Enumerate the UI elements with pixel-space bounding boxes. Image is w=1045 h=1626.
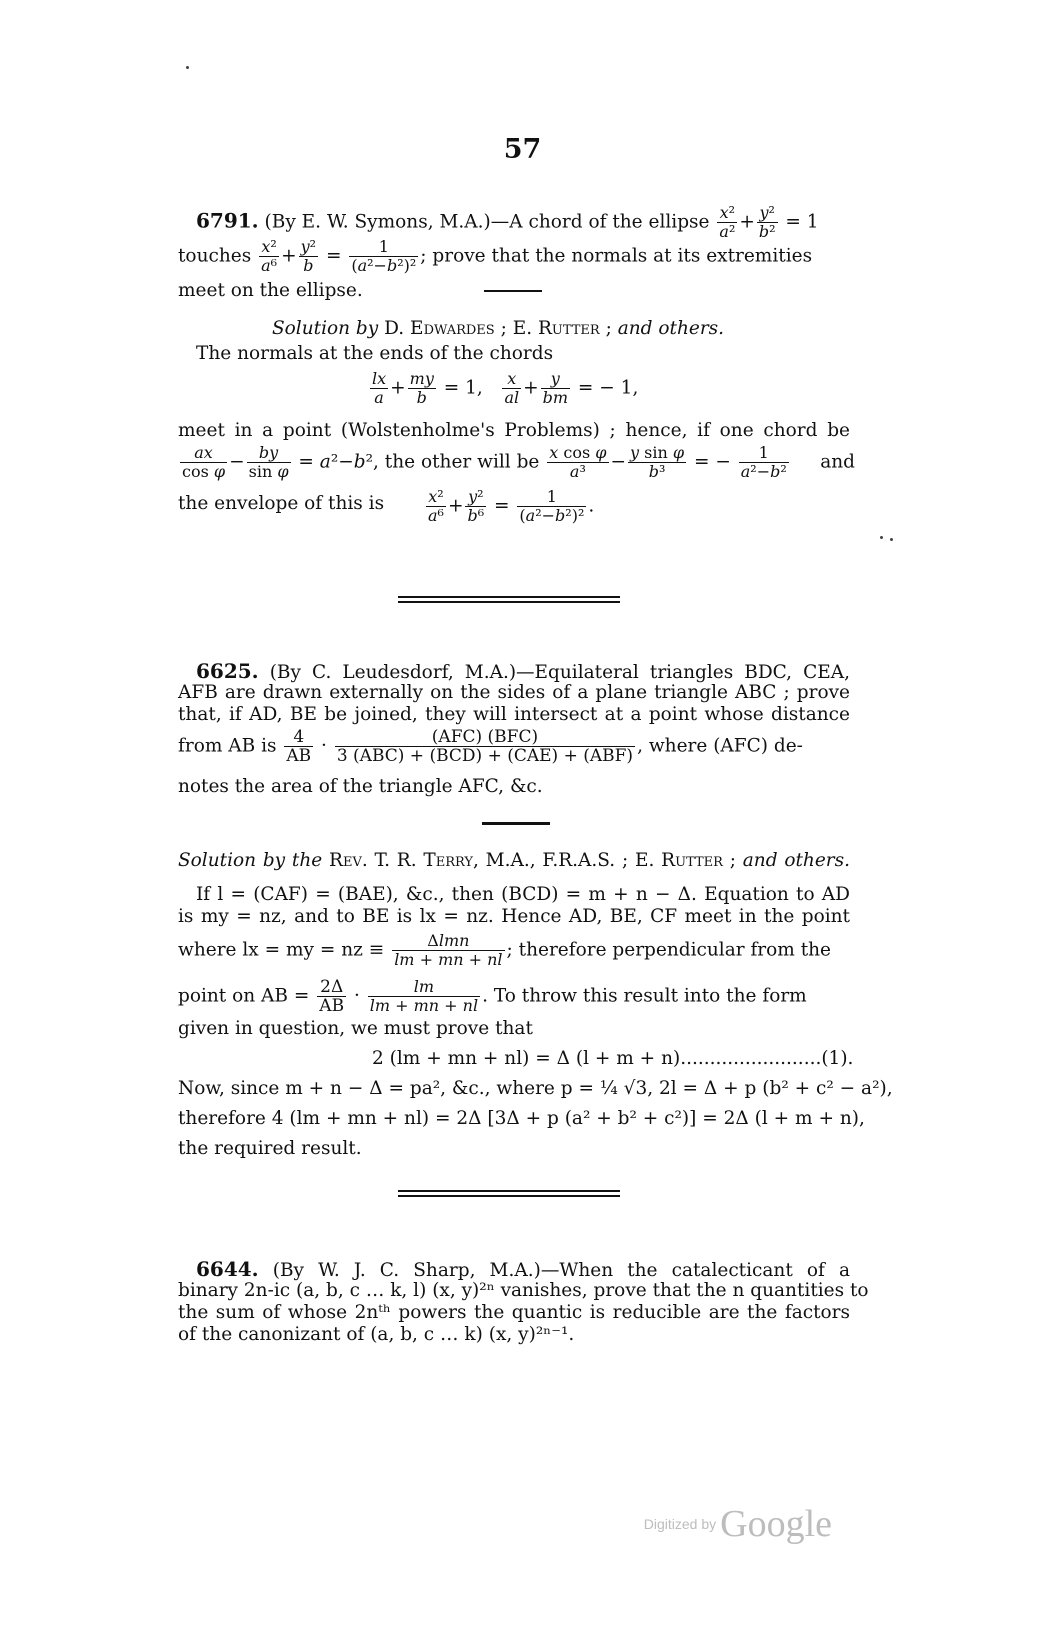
- problem-statement: meet on the ellipse.: [178, 280, 363, 301]
- problem-number: 6625.: [196, 659, 259, 683]
- solution-text: the other will be: [384, 451, 540, 473]
- problem-statement: AFB are drawn externally on the sides of a plane triangle ABC ; prove: [178, 682, 850, 703]
- solution-text: Now, since m + n − Δ = pa², &c., where p = ¼ √3, 2l = Δ + p (b² + c² − a²),: [178, 1078, 893, 1099]
- problem-number: 6791.: [196, 208, 259, 233]
- solution-line-3: where lx = my = nz ≡ $\frac{\text{Δlmn}}{lm + mn + nl}$ ; therefore perpendicular from the: [178, 931, 832, 969]
- solution-text: and: [820, 451, 855, 473]
- problem-statement: —Equilateral triangles BDC, CEA,: [516, 662, 850, 683]
- formula-fraction: $\frac{1}{\text{(a²−b²)²}}$: [351, 237, 417, 275]
- solution-text: the required result.: [178, 1138, 362, 1159]
- problem-statement: —A chord of the ellipse: [490, 211, 710, 233]
- problem-statement: of the canonizant of (a, b, c … k) (x, y)²ⁿ⁻¹.: [178, 1324, 575, 1345]
- problem-6625: [178, 659, 893, 1160]
- solution-text: . To throw this result into the form: [482, 985, 807, 1007]
- problem-6791-heading: 6791. (By E. W. Symons, M.A.)—A chord of the ellipse $\frac{\text{x²}}{\text{a²}}$ + $\frac{\text{y²}}{\text{b²}}$ = 1: [196, 203, 819, 241]
- formula-fraction: $\frac{\text{x²}}{\text{a²}}$: [719, 203, 736, 241]
- problem-statement: —When the catalecticant of a: [540, 1260, 850, 1281]
- solution-line-4: point on AB = $\frac{2\Delta}{AB}$ · $\frac{lm}{lm + mn + nl}$ . To throw this result into the form: [178, 977, 807, 1016]
- speck: [880, 536, 883, 539]
- formula-fraction: $\frac{\text{x²}}{\text{a⁶}}$: [261, 237, 278, 275]
- problem-6625-line-4: from AB is $\frac{4}{AB}$ · $\frac{\text{(AFC) (BFC)}}{\text{3 (ABC) + (BCD) + (CAE) + (ABF)}}$ , where (AFC) de-: [178, 727, 803, 766]
- solution-label: Solution by the: [178, 850, 323, 871]
- speck: [890, 538, 893, 541]
- solution-heading: [178, 850, 850, 872]
- solution-text: is my = nz, and to BE is lx = nz. Hence AD, BE, CF meet in the point: [178, 906, 850, 927]
- solution-text: If l = (CAF) = (BAE), &c., then (BCD) = m + n − Δ. Equation to AD: [196, 884, 850, 905]
- problem-statement: binary 2n-ic (a, b, c … k, l) (x, y)²ⁿ vanishes, prove that the n quantities to: [178, 1280, 869, 1301]
- problem-6625-heading: [196, 660, 850, 684]
- formula-chords: $\frac{lx}{a}$ + $\frac{my}{b}$ = 1, $\frac{x}{al}$ + $\frac{y}{bm}$ = − 1,: [372, 369, 639, 407]
- speck: [186, 66, 189, 69]
- problem-statement: ; prove that the normals at its extremities: [420, 245, 813, 267]
- formula-fraction: $\frac{\text{y²}}{b}$: [300, 237, 317, 275]
- solution-authors: D. Edwardes ; E. Rutter ;: [384, 318, 612, 339]
- problem-author: (By W. J. C. Sharp, M.A.): [272, 1260, 541, 1281]
- problem-statement: that, if AD, BE be joined, they will intersect at a point whose distance: [178, 704, 850, 725]
- problem-statement: touches: [178, 245, 252, 267]
- solution-others: and others.: [617, 318, 725, 339]
- problem-6644-heading: [196, 1258, 850, 1282]
- problem-author: (By E. W. Symons, M.A.): [264, 211, 491, 233]
- google-logo: Google: [720, 1503, 832, 1545]
- solution-others: and others.: [742, 850, 850, 871]
- solution-text: ; therefore perpendicular from the: [506, 939, 832, 961]
- solution-authors: Rev. T. R. Terry, M.A., F.R.A.S. ; E. Rutter ;: [329, 850, 736, 871]
- problem-number: 6644.: [196, 1257, 259, 1281]
- formula-fraction: $\frac{\text{y²}}{\text{b²}}$: [758, 203, 776, 241]
- solution-text: therefore 4 (lm + mn + nl) = 2Δ [3Δ + p (a² + b² + c²)] = 2Δ (l + m + n),: [178, 1108, 865, 1129]
- solution-text: The normals at the ends of the chords: [196, 343, 554, 364]
- problem-statement: , where (AFC) de-: [637, 735, 803, 757]
- problem-statement: the sum of whose 2nᵗʰ powers the quantic is reducible are the factors: [178, 1302, 850, 1323]
- solution-text: meet in a point (Wolstenholme's Problems) ; hence, if one chord be: [178, 420, 850, 441]
- solution-text: where lx = my = nz ≡: [178, 939, 385, 961]
- page-number: 57: [503, 134, 542, 165]
- section-separator: [398, 596, 620, 603]
- solution-text: point on AB =: [178, 985, 310, 1007]
- fraction-denominator: 3 (ABC) + (BCD) + (CAE) + (ABF): [336, 746, 634, 766]
- solution-text: given in question, we must prove that: [178, 1018, 533, 1039]
- problem-6791: [178, 200, 868, 540]
- problem-statement: notes the area of the triangle AFC, &c.: [178, 776, 543, 797]
- section-rule: [482, 822, 550, 825]
- solution-label: Solution by: [272, 318, 379, 339]
- equation-1: 2 (lm + mn + nl) = Δ (l + m + n)........................(1).: [372, 1048, 854, 1069]
- section-separator: [398, 1190, 620, 1197]
- digitized-by-google: [644, 1502, 832, 1546]
- problem-6791-line-2: touches $\frac{\text{x²}}{\text{a⁶}}$ + $\frac{\text{y²}}{b}$ = $\frac{1}{\text{(a²−b²)²}}$ ; prove that the normals at its extremities: [178, 237, 813, 275]
- formula-chord: $\frac{ax}{\text{cos φ}}$ − $\frac{by}{\text{sin φ}}$ = a²−b², the other will be $\frac{\text{x cos φ}}{\text{a³}}$ − $\frac{\text{y sin φ}}{\text{b³}}$ = − $\frac{1}{\text{a²−b²}}$ and: [182, 443, 855, 481]
- fraction-numerator: (AFC) (BFC): [431, 727, 539, 747]
- problem-statement: from AB is: [178, 735, 277, 757]
- section-rule: [484, 290, 542, 292]
- digitized-by-label: Digitized by: [643, 1516, 717, 1532]
- problem-author: (By C. Leudesdorf, M.A.): [269, 662, 517, 683]
- problem-6644: [178, 1258, 868, 1358]
- formula-envelope: $\frac{\text{x²}}{\text{a⁶}}$ + $\frac{\text{y²}}{\text{b⁶}}$ = $\frac{1}{\text{(a²−b²)²}}$ .: [428, 487, 595, 525]
- solution-heading: [272, 318, 724, 340]
- solution-text: the envelope of this is: [178, 493, 385, 514]
